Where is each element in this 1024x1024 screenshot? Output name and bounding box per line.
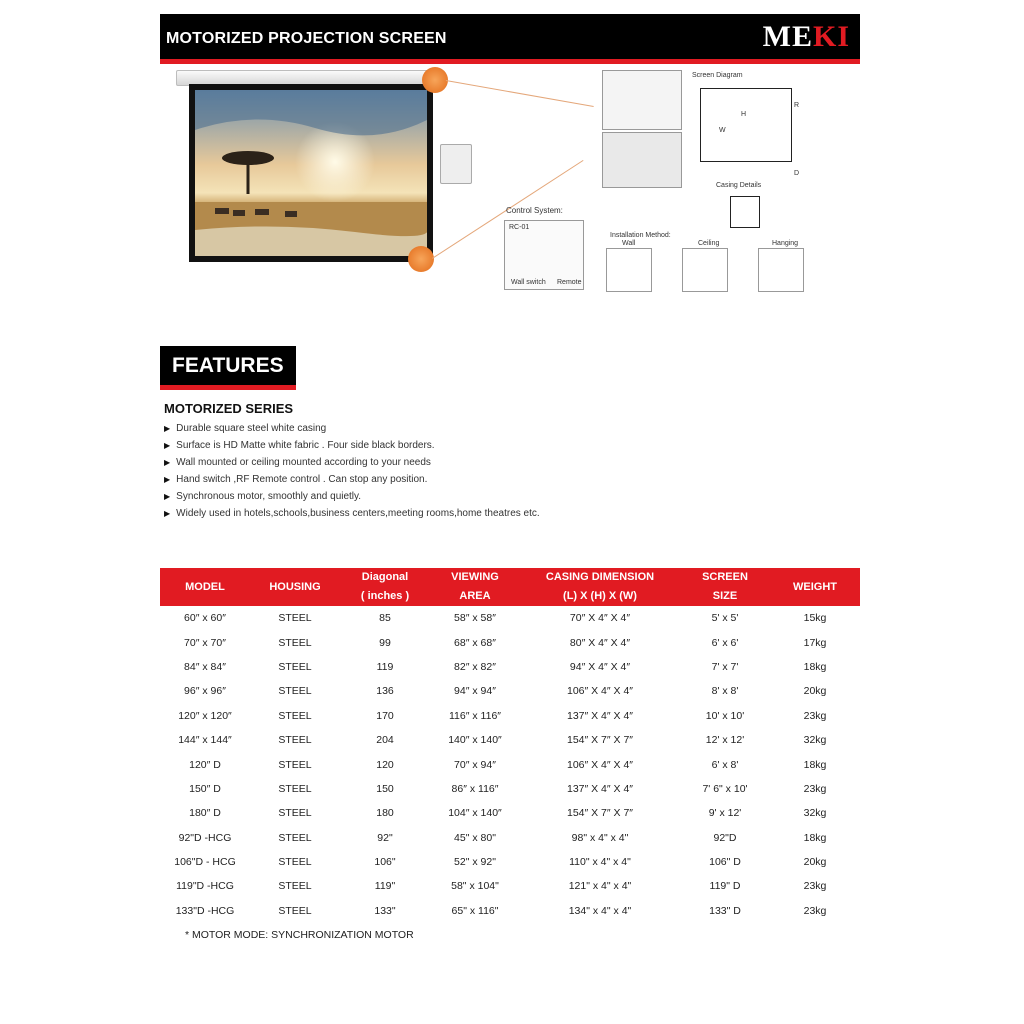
viewing-area-cell: 116″ x 116″: [449, 709, 501, 722]
casing-dimension-cell: 70″ X 4″ X 4″: [569, 612, 631, 625]
diagonal-cell: 204: [376, 734, 394, 747]
model-cell: 106"D - HCG: [174, 856, 236, 869]
install-label-wall: Wall: [622, 240, 636, 247]
diagonal-cell: 133": [374, 904, 396, 917]
screen-size-cell: 119" D: [709, 880, 741, 893]
viewing-area-cell: 94″ x 94″: [454, 685, 496, 698]
viewing-area-cell: 86″ x 116″: [451, 782, 499, 795]
table-row: [160, 630, 860, 654]
table-row: [160, 728, 860, 752]
product-image: [160, 62, 860, 302]
model-cell: 150″ D: [189, 782, 221, 795]
casing-dimension-cell: 154″ X 7″ X 7″: [566, 807, 634, 820]
diagonal-cell: 120: [376, 758, 394, 771]
casing-dimension-cell: 154″ X 7″ X 7″: [566, 734, 634, 747]
install-label-ceiling: Ceiling: [698, 240, 720, 247]
housing-cell: STEEL: [278, 880, 312, 893]
housing-cell: STEEL: [278, 734, 312, 747]
screen-size-cell: 12' x 12': [705, 734, 745, 747]
series-title: MOTORIZED SERIES: [164, 401, 294, 416]
install-wall-drawing: [606, 248, 652, 292]
diagonal-cell: 136: [376, 685, 394, 698]
features-badge: [160, 346, 296, 390]
weight-cell: 32kg: [803, 734, 827, 747]
casing-diagram: [730, 196, 760, 228]
table-row: [160, 850, 860, 874]
casing-dimension-cell: 94″ X 4″ X 4″: [569, 660, 631, 673]
diagonal-cell: 119: [376, 660, 394, 673]
bottom-bar-detail-photo: [602, 132, 682, 188]
remote-caption: Remote: [557, 279, 582, 286]
screen-size-cell: 92"D: [713, 831, 737, 844]
model-cell: 144″ x 144″: [178, 734, 232, 747]
housing-cell: STEEL: [278, 685, 312, 698]
header-text: MODEL: [185, 580, 225, 593]
screen-size-cell: 5' x 5': [711, 612, 739, 625]
header-text: SIZE: [712, 590, 738, 602]
viewing-area-cell: 140″ x 140″: [448, 734, 502, 747]
col-header-weight: [770, 568, 860, 606]
install-ceiling-drawing: [682, 248, 728, 292]
table-row: [160, 777, 860, 801]
control-box: [440, 144, 472, 184]
callout-dot-bottom: [408, 246, 434, 272]
col-header-model: [160, 568, 250, 606]
weight-cell: 20kg: [803, 685, 827, 698]
weight-cell: 23kg: [803, 880, 827, 893]
header-text: VIEWING: [451, 571, 499, 583]
diagonal-cell: 85: [379, 612, 391, 625]
callout-dot-top: [422, 67, 448, 93]
callout-line-top: [446, 80, 594, 107]
table-row: [160, 752, 860, 776]
model-cell: 119"D -HCG: [176, 880, 234, 893]
model-cell: 180″ D: [189, 807, 221, 820]
weight-cell: 23kg: [803, 904, 827, 917]
housing-cell: STEEL: [278, 660, 312, 673]
viewing-area-cell: 58″ x 58″: [454, 612, 496, 625]
weight-cell: 18kg: [803, 758, 827, 771]
header-text: HOUSING: [269, 580, 321, 593]
weight-cell: 15kg: [803, 612, 827, 625]
housing-cell: STEEL: [278, 856, 312, 869]
model-cell: 60″ x 60″: [184, 612, 226, 625]
table-header-row: [160, 568, 860, 606]
screen-diagram: [700, 88, 792, 162]
features-heading: FEATURES: [172, 354, 284, 377]
housing-cell: STEEL: [278, 782, 312, 795]
header-text: Diagonal: [361, 571, 409, 583]
spec-table: [160, 568, 860, 923]
housing-cell: STEEL: [278, 612, 312, 625]
casing-dimension-cell: 137″ X 4″ X 4″: [566, 709, 634, 722]
table-row: [160, 679, 860, 703]
casing-dimension-cell: 98" x 4" x 4": [571, 831, 629, 844]
casing-details-caption: Casing Details: [716, 182, 762, 189]
model-cell: 133"D -HCG: [175, 904, 235, 917]
housing-cell: STEEL: [278, 758, 312, 771]
screen-size-cell: 10' x 10': [705, 709, 745, 722]
viewing-area-cell: 82″ x 82″: [454, 660, 496, 673]
diagonal-cell: 170: [376, 709, 394, 722]
diagonal-cell: 119": [374, 880, 396, 893]
casing-dimension-cell: 134" x 4" x 4": [568, 904, 632, 917]
casing-dimension-cell: 121" x 4" x 4": [568, 880, 632, 893]
table-row: [160, 606, 860, 630]
diagonal-cell: 92": [377, 831, 393, 844]
weight-cell: 23kg: [803, 709, 827, 722]
control-system-photo: [504, 220, 584, 290]
page-title: MOTORIZED PROJECTION SCREEN: [166, 30, 447, 47]
screen-size-cell: 133" D: [709, 904, 741, 917]
header-text: (L) X (H) X (W): [563, 590, 637, 602]
housing-cell: STEEL: [278, 709, 312, 722]
col-header-viewing-area: [430, 568, 520, 606]
install-hanging-drawing: [758, 248, 804, 292]
col-header-casing-dimension: [520, 568, 680, 606]
header-text: SCREEN: [702, 571, 748, 583]
model-cell: 92"D -HCG: [178, 831, 232, 844]
screen-size-cell: 106" D: [709, 856, 741, 869]
weight-cell: 32kg: [803, 807, 827, 820]
screen-size-cell: 6' x 6': [711, 636, 739, 649]
col-header-housing: [250, 568, 340, 606]
table-row: [160, 655, 860, 679]
housing-cell: STEEL: [278, 807, 312, 820]
weight-cell: 18kg: [803, 831, 827, 844]
weight-cell: 23kg: [803, 782, 827, 795]
casing-dimension-cell: 80″ X 4″ X 4″: [569, 636, 631, 649]
motor-note: * MOTOR MODE: SYNCHRONIZATION MOTOR: [185, 929, 414, 941]
viewing-area-cell: 70″ x 94″: [454, 758, 496, 771]
casing-dimension-cell: 106″ X 4″ X 4″: [566, 685, 634, 698]
table-row: [160, 704, 860, 728]
savanna-photo: [195, 90, 427, 256]
screen-size-cell: 8' x 8': [711, 685, 739, 698]
feature-item: ▶ Surface is HD Matte white fabric . Four side black borders.: [164, 437, 540, 454]
viewing-area-cell: 58" x 104": [451, 880, 499, 893]
header-text: WEIGHT: [793, 580, 837, 593]
table-row: [160, 826, 860, 850]
screen-diagram-caption: Screen Diagram: [692, 72, 743, 79]
diagonal-cell: 150: [376, 782, 394, 795]
viewing-area-cell: 68″ x 68″: [454, 636, 496, 649]
model-cell: 84″ x 84″: [184, 660, 226, 673]
weight-cell: 17kg: [803, 636, 827, 649]
installation-caption: Installation Method:: [610, 232, 671, 239]
model-cell: 96″ x 96″: [184, 685, 226, 698]
feature-item: ▶ Hand switch ,RF Remote control . Can stop any position.: [164, 471, 540, 488]
viewing-area-cell: 45" x 80": [454, 831, 496, 844]
model-cell: 120″ D: [189, 758, 221, 771]
casing-detail-photo: [602, 70, 682, 130]
logo-text-ki: KI: [812, 20, 850, 53]
table-row: [160, 874, 860, 898]
diagram-letter-w: W: [719, 127, 726, 134]
wall-switch-caption: Wall switch: [511, 279, 546, 286]
logo-text-me: ME: [762, 20, 813, 53]
table-row: [160, 801, 860, 825]
feature-item: ▶ Durable square steel white casing: [164, 420, 540, 437]
install-label-hanging: Hanging: [772, 240, 799, 247]
screen-size-cell: 6' x 8': [711, 758, 739, 771]
feature-item: ▶ Synchronous motor, smoothly and quietly.: [164, 488, 540, 505]
casing-dimension-cell: 106″ X 4″ X 4″: [566, 758, 634, 771]
casing-dimension-cell: 137″ X 4″ X 4″: [566, 782, 634, 795]
table-body: [160, 606, 860, 923]
weight-cell: 18kg: [803, 660, 827, 673]
table-row: [160, 899, 860, 923]
viewing-area-cell: 65" x 116": [451, 904, 499, 917]
control-model-label: RC-01: [509, 224, 530, 231]
feature-item: ▶ Widely used in hotels,schools,business centers,meeting rooms,home theatres etc.: [164, 505, 540, 522]
col-header-diagonal: [340, 568, 430, 606]
housing-cell: STEEL: [278, 904, 312, 917]
header-text: AREA: [459, 590, 491, 602]
model-cell: 120″ x 120″: [178, 709, 232, 722]
screen-size-cell: 9' x 12': [708, 807, 742, 820]
diagonal-cell: 99: [379, 636, 391, 649]
control-system-caption: Control System:: [506, 206, 563, 215]
viewing-area-cell: 52" x 92": [454, 856, 496, 869]
screen-size-cell: 7' 6" x 10': [702, 782, 748, 795]
diagonal-cell: 180: [376, 807, 394, 820]
viewing-area-cell: 104″ x 140″: [448, 807, 502, 820]
diagram-letter-r: R: [794, 102, 800, 109]
diagram-letter-h: H: [741, 111, 747, 118]
meki-logo: [763, 20, 850, 54]
col-header-screen-size: [680, 568, 770, 606]
diagram-letter-d: D: [794, 170, 800, 177]
feature-item: ▶ Wall mounted or ceiling mounted according to your needs: [164, 454, 540, 471]
model-cell: 70″ x 70″: [184, 636, 226, 649]
diagonal-cell: 106": [374, 856, 396, 869]
feature-list: [164, 420, 540, 522]
header-text: ( inches ): [360, 590, 410, 602]
casing-dimension-cell: 110" x 4" x 4": [569, 856, 631, 869]
header-text: CASING DIMENSION: [545, 571, 655, 583]
header-bar: [160, 14, 860, 64]
weight-cell: 20kg: [803, 856, 827, 869]
housing-cell: STEEL: [278, 636, 312, 649]
housing-cell: STEEL: [278, 831, 312, 844]
screen-size-cell: 7' x 7': [711, 660, 739, 673]
